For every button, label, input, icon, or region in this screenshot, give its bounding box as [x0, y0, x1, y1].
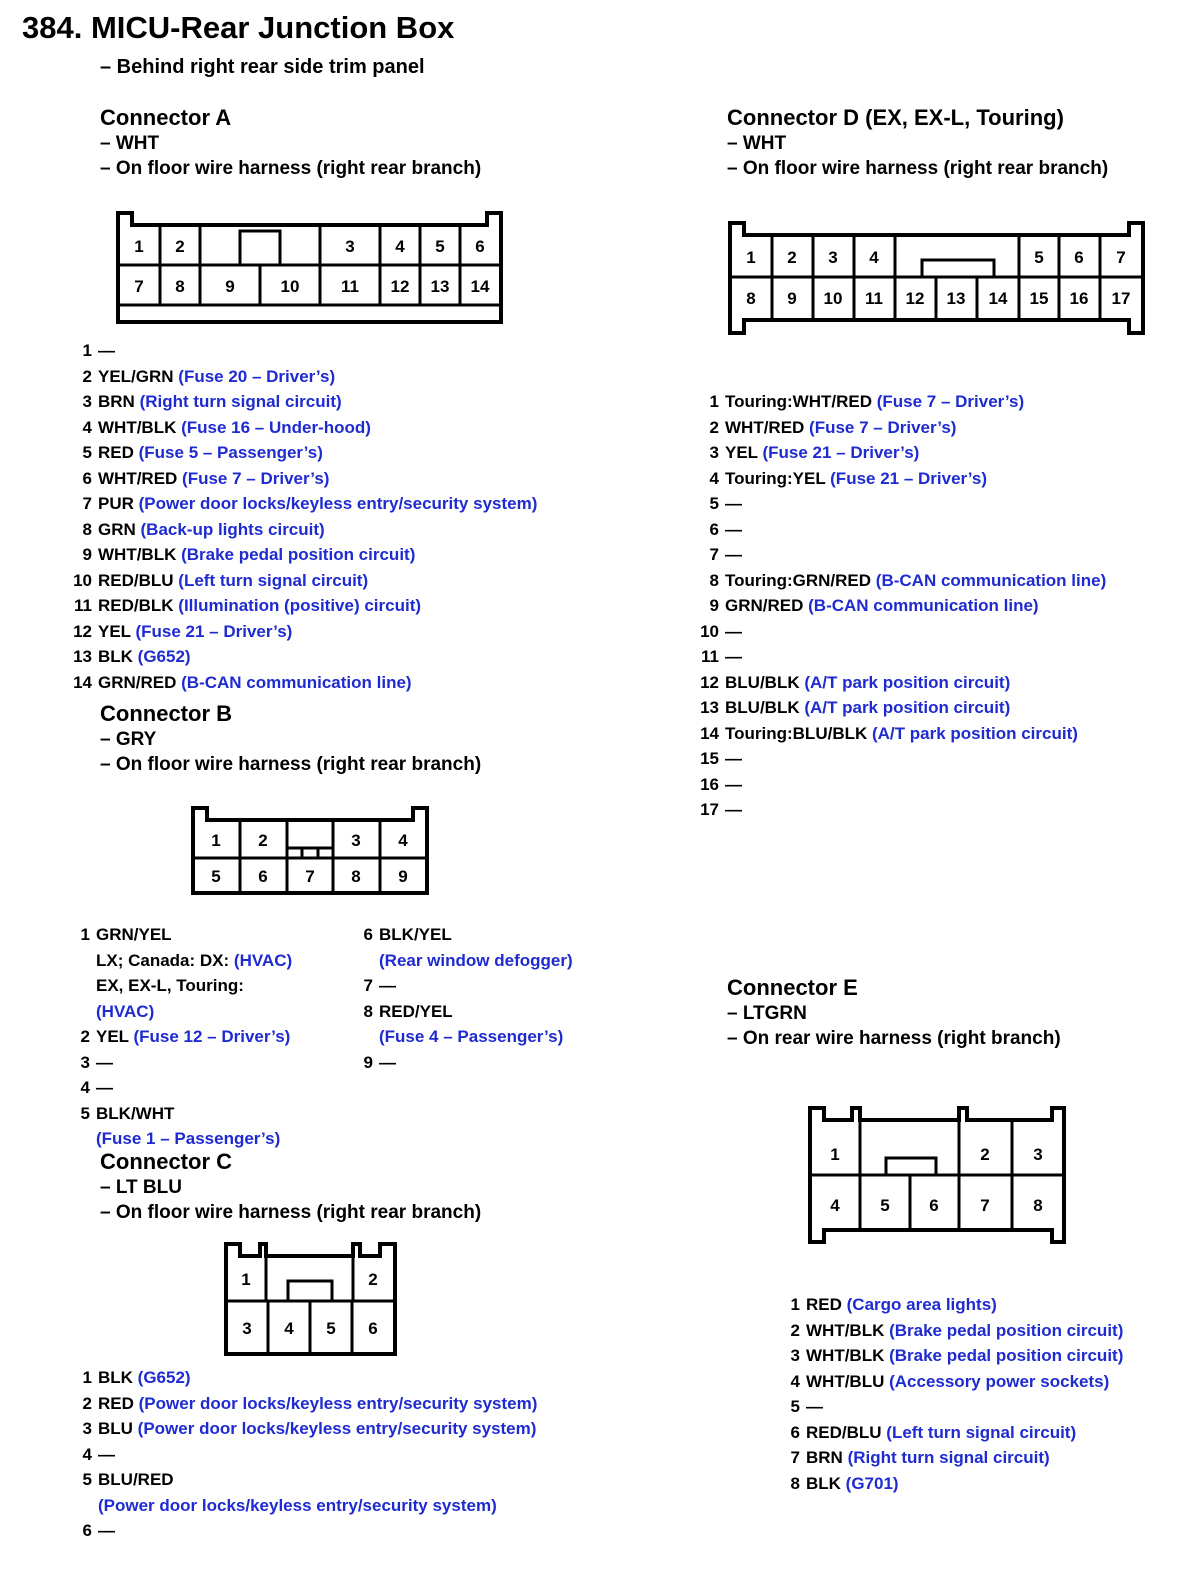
pin-number: 6: [790, 1422, 800, 1442]
connector-a-pin-list: [60, 338, 537, 695]
connector-b-header: [100, 701, 481, 777]
connector-d-header: [727, 105, 1108, 181]
cavity-label: 5: [880, 1196, 890, 1215]
pin-wire-color: BLK/WHT: [96, 1103, 175, 1123]
pin-number: 1: [709, 392, 719, 411]
connector-a-diagram: [110, 205, 510, 330]
pin-number: 6: [709, 519, 719, 539]
pin-number: 5: [82, 1470, 92, 1489]
connector-d-location: – On floor wire harness (right rear branch): [727, 158, 1109, 179]
pin-row: [62, 1075, 292, 1101]
pin-row: [62, 922, 292, 948]
pin-number: 17: [700, 800, 719, 819]
pin-wire-color: BLK: [806, 1473, 841, 1493]
cavity-label: 10: [823, 289, 843, 308]
pin-row: [770, 1471, 1123, 1497]
pin-row: [60, 338, 537, 364]
cavity-label: 8: [351, 867, 361, 886]
pin-number: 8: [363, 1001, 373, 1021]
pin-row: [62, 1126, 292, 1152]
pin-description: (Brake pedal position circuit): [884, 1320, 1124, 1340]
pin-description: (Left turn signal circuit): [173, 570, 369, 590]
pin-description: (Brake pedal position circuit): [884, 1346, 1124, 1365]
cavity-label: 3: [828, 248, 838, 267]
pin-wire-color: LX; Canada: DX:: [96, 950, 230, 970]
pin-description: (Fuse 5 – Passenger’s): [133, 443, 323, 462]
pin-description: (Fuse 7 – Driver’s): [804, 417, 957, 437]
cavity-label: 6: [258, 867, 268, 886]
pin-row: [62, 999, 292, 1025]
pin-wire-color: —: [96, 1078, 113, 1097]
pin-wire-color: —: [725, 800, 742, 819]
cavity-label: 12: [905, 289, 925, 308]
pin-number: 6: [82, 1521, 92, 1540]
pin-description: (Right turn signal circuit): [134, 392, 342, 411]
pin-row: [687, 440, 1106, 466]
pin-row: [770, 1420, 1123, 1446]
pin-row: [62, 1101, 292, 1127]
pin-row: [60, 364, 537, 390]
cavity-label: 1: [746, 248, 756, 267]
pin-number: 5: [80, 1103, 90, 1123]
pin-wire-color: BLU/RED: [98, 1470, 174, 1489]
cavity-label: 5: [326, 1319, 336, 1338]
pin-description: (Fuse 12 – Driver’s): [128, 1027, 291, 1046]
pin-row: [770, 1343, 1123, 1369]
cavity-label: 1: [134, 237, 144, 256]
connector-c-header: [100, 1149, 481, 1225]
pin-wire-color: RED: [806, 1295, 842, 1314]
pin-row: [60, 491, 537, 517]
cavity-label: 8: [175, 277, 185, 296]
pin-wire-color: BRN: [98, 392, 135, 411]
pin-description: (Fuse 21 – Driver’s): [130, 621, 293, 641]
pin-wire-color: WHT/BLK: [98, 545, 177, 564]
cavity-label: 1: [241, 1270, 251, 1289]
pin-description: (HVAC): [96, 1001, 155, 1021]
pin-wire-color: GRN: [98, 519, 136, 539]
pin-row: [687, 466, 1106, 492]
cavity-label: 5: [1034, 248, 1044, 267]
pin-wire-color: WHT/RED: [98, 468, 178, 488]
pin-number: 1: [82, 1368, 92, 1387]
pin-description: (B-CAN communication line): [871, 570, 1107, 590]
cavity-label: 13: [946, 289, 966, 308]
connector-a-heading: Connector A: [100, 105, 232, 130]
pin-description: (Rear window defogger): [379, 950, 573, 970]
pin-row: [345, 999, 573, 1025]
cavity-label: 4: [398, 831, 408, 850]
pin-row: [60, 1442, 537, 1468]
pin-number: 9: [709, 596, 719, 615]
pin-description: (Power door locks/keyless entry/security system): [98, 1495, 497, 1515]
pin-row: [60, 466, 537, 492]
connector-b-color: – GRY: [100, 729, 157, 750]
pin-wire-color: Touring:WHT/RED: [725, 392, 872, 411]
pin-description: (Power door locks/keyless entry/security system): [132, 1419, 537, 1438]
pin-number: 4: [80, 1078, 90, 1097]
pin-description: (Fuse 20 – Driver’s): [173, 366, 336, 386]
pin-row: [345, 1024, 573, 1050]
pin-row: [770, 1445, 1123, 1471]
pin-row: [687, 542, 1106, 568]
pin-wire-color: Touring:BLU/BLK: [725, 723, 868, 743]
pin-number: 6: [363, 925, 373, 944]
connector-e-location: – On rear wire harness (right branch): [727, 1028, 1061, 1049]
cavity-label: 6: [368, 1319, 378, 1338]
pin-number: 4: [82, 417, 92, 437]
pin-number: 9: [82, 545, 92, 564]
pin-wire-color: —: [725, 774, 742, 794]
pin-number: 2: [790, 1320, 800, 1340]
pin-number: 14: [73, 672, 92, 692]
pin-description: (Accessory power sockets): [884, 1371, 1110, 1391]
connector-a-color: – WHT: [100, 133, 160, 154]
pin-row: [687, 415, 1106, 441]
cavity-label: 7: [980, 1196, 990, 1215]
cavity-label: 11: [341, 277, 359, 296]
pin-number: 8: [790, 1473, 800, 1493]
connector-c-location: – On floor wire harness (right rear branch): [100, 1202, 482, 1223]
pin-description: (G652): [132, 647, 191, 666]
pin-row: [60, 1467, 537, 1493]
pin-row: [770, 1394, 1123, 1420]
pin-number: 10: [700, 621, 719, 641]
pin-wire-color: RED/BLU: [98, 570, 174, 590]
pin-number: 12: [73, 621, 92, 641]
pin-description: (Fuse 1 – Passenger’s): [96, 1129, 281, 1148]
pin-wire-color: RED/YEL: [379, 1001, 453, 1021]
pin-wire-color: —: [379, 1052, 396, 1072]
pin-row: [687, 746, 1106, 772]
pin-description: (Fuse 16 – Under-hood): [176, 417, 371, 437]
pin-wire-color: WHT/RED: [725, 417, 805, 437]
pin-wire-color: GRN/RED: [725, 596, 804, 615]
pin-description: (A/T park position circuit): [799, 698, 1011, 717]
connector-d-color: – WHT: [727, 133, 787, 154]
cavity-label: 1: [211, 831, 221, 850]
pin-row: [770, 1292, 1123, 1318]
pin-wire-color: WHT/BLK: [806, 1320, 885, 1340]
cavity-label: 11: [865, 289, 883, 308]
pin-number: 6: [82, 468, 92, 488]
pin-description: (G701): [840, 1473, 899, 1493]
pin-wire-color: BLK: [98, 647, 133, 666]
pin-wire-color: —: [98, 1521, 115, 1540]
pin-row: [687, 491, 1106, 517]
pin-description: (B-CAN communication line): [803, 596, 1039, 615]
pin-description: (A/T park position circuit): [799, 672, 1011, 692]
pin-number: 3: [790, 1346, 800, 1365]
connector-b-pin-list-left: [62, 922, 292, 1152]
pin-row: [60, 542, 537, 568]
pin-description: (Left turn signal circuit): [881, 1422, 1077, 1442]
pin-number: 13: [73, 647, 92, 666]
connector-e-pin-list: [770, 1292, 1123, 1496]
cavity-label: 3: [351, 831, 361, 850]
pin-number: 8: [709, 570, 719, 590]
pin-row: [687, 619, 1106, 645]
cavity-label: 2: [787, 248, 797, 267]
pin-description: (G652): [132, 1368, 191, 1387]
cavity-label: 7: [305, 867, 315, 886]
pin-description: (Power door locks/keyless entry/security system): [133, 1393, 538, 1413]
cavity-label: 12: [390, 277, 410, 296]
pin-description: (Cargo area lights): [841, 1295, 997, 1314]
connector-a-header: [100, 105, 481, 181]
pin-wire-color: —: [725, 519, 742, 539]
cavity-label: 4: [869, 248, 879, 267]
pin-wire-color: RED/BLK: [98, 596, 174, 615]
cavity-label: 4: [395, 237, 405, 256]
cavity-label: 2: [980, 1145, 990, 1164]
connector-d-pin-list: [687, 389, 1106, 823]
cavity-label: 2: [368, 1270, 378, 1289]
pin-wire-color: Touring:YEL: [725, 468, 826, 488]
pin-wire-color: Touring:GRN/RED: [725, 570, 872, 590]
pin-row: [345, 973, 573, 999]
pin-description: (Fuse 4 – Passenger’s): [379, 1027, 564, 1046]
pin-number: 15: [700, 749, 719, 768]
pin-wire-color: —: [379, 976, 396, 995]
pin-number: 4: [82, 1444, 92, 1464]
pin-description: (Power door locks/keyless entry/security system): [133, 494, 538, 513]
pin-row: [60, 568, 537, 594]
pin-wire-color: —: [98, 1444, 115, 1464]
pin-wire-color: —: [98, 341, 115, 360]
pin-wire-color: YEL: [725, 443, 758, 462]
connector-c-heading: Connector C: [100, 1149, 232, 1174]
cavity-label: 3: [1033, 1145, 1043, 1164]
connector-a-location: – On floor wire harness (right rear branch): [100, 158, 482, 179]
pin-number: 5: [82, 443, 92, 462]
pin-description: (A/T park position circuit): [867, 723, 1078, 743]
pin-row: [60, 517, 537, 543]
cavity-label: 4: [830, 1196, 840, 1215]
pin-wire-color: YEL/GRN: [98, 366, 174, 386]
pin-number: 4: [790, 1371, 800, 1391]
connector-b-location: – On floor wire harness (right rear branch): [100, 754, 482, 775]
cavity-label: 14: [988, 289, 1008, 308]
pin-row: [687, 568, 1106, 594]
cavity-label: 3: [345, 237, 355, 256]
pin-row: [60, 1493, 537, 1519]
pin-wire-color: YEL: [98, 621, 131, 641]
pin-number: 2: [82, 1393, 92, 1413]
pin-number: 4: [709, 468, 719, 488]
cavity-label: 16: [1069, 289, 1089, 308]
pin-row: [687, 593, 1106, 619]
pin-number: 7: [82, 494, 92, 513]
pin-wire-color: BLK: [98, 1368, 133, 1387]
cavity-label: 15: [1029, 289, 1049, 308]
cavity-label: 17: [1111, 289, 1131, 308]
pin-row: [345, 1050, 573, 1076]
pin-wire-color: GRN/YEL: [96, 925, 172, 944]
pin-row: [60, 593, 537, 619]
cavity-label: 6: [1074, 248, 1084, 267]
page-subtitle: – Behind right rear side trim panel: [100, 56, 425, 78]
pin-wire-color: BRN: [806, 1448, 843, 1467]
connector-e-header: [727, 975, 1061, 1051]
pin-number: 3: [82, 392, 92, 411]
pin-row: [62, 973, 292, 999]
pin-row: [770, 1318, 1123, 1344]
pin-row: [60, 1365, 537, 1391]
pin-wire-color: —: [806, 1397, 823, 1416]
pin-row: [687, 670, 1106, 696]
pin-row: [60, 670, 537, 696]
pin-row: [60, 619, 537, 645]
cavity-label: 6: [929, 1196, 939, 1215]
pin-wire-color: —: [725, 647, 742, 666]
pin-description: (Right turn signal circuit): [842, 1448, 1050, 1467]
cavity-label: 7: [1116, 248, 1126, 267]
pin-row: [345, 948, 573, 974]
cavity-label: 8: [1033, 1196, 1043, 1215]
connector-e-heading: Connector E: [727, 975, 858, 1000]
pin-wire-color: BLU/BLK: [725, 672, 800, 692]
cavity-label: 9: [225, 277, 235, 296]
cavity-label: 7: [134, 277, 144, 296]
pin-description: (Fuse 7 – Driver’s): [177, 468, 330, 488]
pin-description: (Fuse 21 – Driver’s): [757, 443, 920, 462]
pin-number: 2: [80, 1027, 90, 1046]
pin-wire-color: —: [96, 1052, 113, 1072]
pin-row: [60, 1416, 537, 1442]
pin-description: (Fuse 21 – Driver’s): [825, 468, 987, 488]
pin-number: 9: [363, 1052, 373, 1072]
cavity-label: 14: [470, 277, 490, 296]
pin-row: [687, 517, 1106, 543]
connector-b-pin-list-right: [345, 922, 573, 1075]
pin-row: [687, 721, 1106, 747]
pin-wire-color: PUR: [98, 494, 134, 513]
connector-c-color: – LT BLU: [100, 1177, 182, 1198]
cavity-label: 9: [398, 867, 408, 886]
pin-number: 3: [82, 1419, 92, 1438]
pin-number: 2: [709, 417, 719, 437]
pin-wire-color: —: [725, 494, 742, 513]
connector-b-diagram: [185, 800, 435, 900]
pin-wire-color: BLU/BLK: [725, 698, 800, 717]
connector-b-heading: Connector B: [100, 701, 232, 726]
pin-row: [345, 922, 573, 948]
pin-number: 16: [700, 774, 719, 794]
pin-number: 7: [363, 976, 373, 995]
pin-wire-color: RED: [98, 1393, 134, 1413]
pin-row: [60, 1391, 537, 1417]
pin-wire-color: RED: [98, 443, 134, 462]
pin-number: 12: [700, 672, 719, 692]
pin-number: 13: [700, 698, 719, 717]
connector-c-pin-list: [60, 1365, 537, 1544]
page-title: 384. MICU-Rear Junction Box: [22, 10, 455, 45]
pin-description: (Back-up lights circuit): [135, 519, 325, 539]
cavity-label: 3: [242, 1319, 252, 1338]
pin-description: (Brake pedal position circuit): [176, 545, 416, 564]
pin-number: 11: [74, 596, 92, 615]
pin-description: (Illumination (positive) circuit): [173, 596, 422, 615]
pin-row: [687, 695, 1106, 721]
pin-wire-color: YEL: [96, 1027, 129, 1046]
pin-number: 10: [73, 570, 92, 590]
pin-row: [62, 948, 292, 974]
cavity-label: 4: [284, 1319, 294, 1338]
pin-number: 7: [709, 545, 719, 564]
cavity-label: 9: [787, 289, 797, 308]
pin-number: 5: [709, 494, 719, 513]
pin-wire-color: —: [725, 545, 742, 564]
pin-row: [770, 1369, 1123, 1395]
pin-number: 1: [80, 925, 90, 944]
pin-row: [60, 1518, 537, 1544]
pin-description: (B-CAN communication line): [176, 672, 412, 692]
cavity-label: 5: [211, 867, 221, 886]
pin-wire-color: —: [725, 621, 742, 641]
pin-wire-color: WHT/BLK: [98, 417, 177, 437]
pin-row: [60, 389, 537, 415]
pin-wire-color: EX, EX-L, Touring:: [96, 976, 244, 995]
cavity-label: 6: [475, 237, 485, 256]
pin-wire-color: BLU: [98, 1419, 133, 1438]
connector-d-heading: Connector D (EX, EX-L, Touring): [727, 105, 1064, 130]
pin-description: (HVAC): [229, 950, 293, 970]
pin-row: [60, 644, 537, 670]
cavity-label: 2: [175, 237, 185, 256]
pin-number: 1: [82, 341, 92, 360]
cavity-label: 2: [258, 831, 268, 850]
pin-number: 11: [701, 647, 719, 666]
cavity-label: 5: [435, 237, 445, 256]
connector-e-color: – LTGRN: [727, 1003, 807, 1024]
connector-e-diagram: [802, 1100, 1074, 1250]
pin-wire-color: WHT/BLK: [806, 1346, 885, 1365]
pin-number: 14: [700, 723, 719, 743]
pin-wire-color: GRN/RED: [98, 672, 177, 692]
pin-wire-color: WHT/BLU: [806, 1371, 885, 1391]
pin-row: [687, 389, 1106, 415]
pin-row: [687, 772, 1106, 798]
connector-d-diagram: [722, 215, 1152, 340]
pin-number: 7: [790, 1448, 800, 1467]
cavity-label: 13: [430, 277, 450, 296]
pin-row: [62, 1050, 292, 1076]
pin-number: 3: [709, 443, 719, 462]
pin-row: [60, 415, 537, 441]
pin-wire-color: BLK/YEL: [379, 925, 452, 944]
cavity-label: 1: [830, 1145, 840, 1164]
pin-wire-color: —: [725, 749, 742, 768]
cavity-label: 8: [746, 289, 756, 308]
pin-number: 2: [82, 366, 92, 386]
pin-row: [687, 644, 1106, 670]
pin-number: 8: [82, 519, 92, 539]
pin-number: 1: [790, 1295, 800, 1314]
cavity-label: 10: [280, 277, 300, 296]
pin-number: 3: [80, 1052, 90, 1072]
connector-c-diagram: [218, 1236, 403, 1361]
pin-wire-color: RED/BLU: [806, 1422, 882, 1442]
pin-row: [62, 1024, 292, 1050]
pin-number: 5: [790, 1397, 800, 1416]
pin-row: [687, 797, 1106, 823]
pin-row: [60, 440, 537, 466]
pin-description: (Fuse 7 – Driver’s): [871, 392, 1025, 411]
